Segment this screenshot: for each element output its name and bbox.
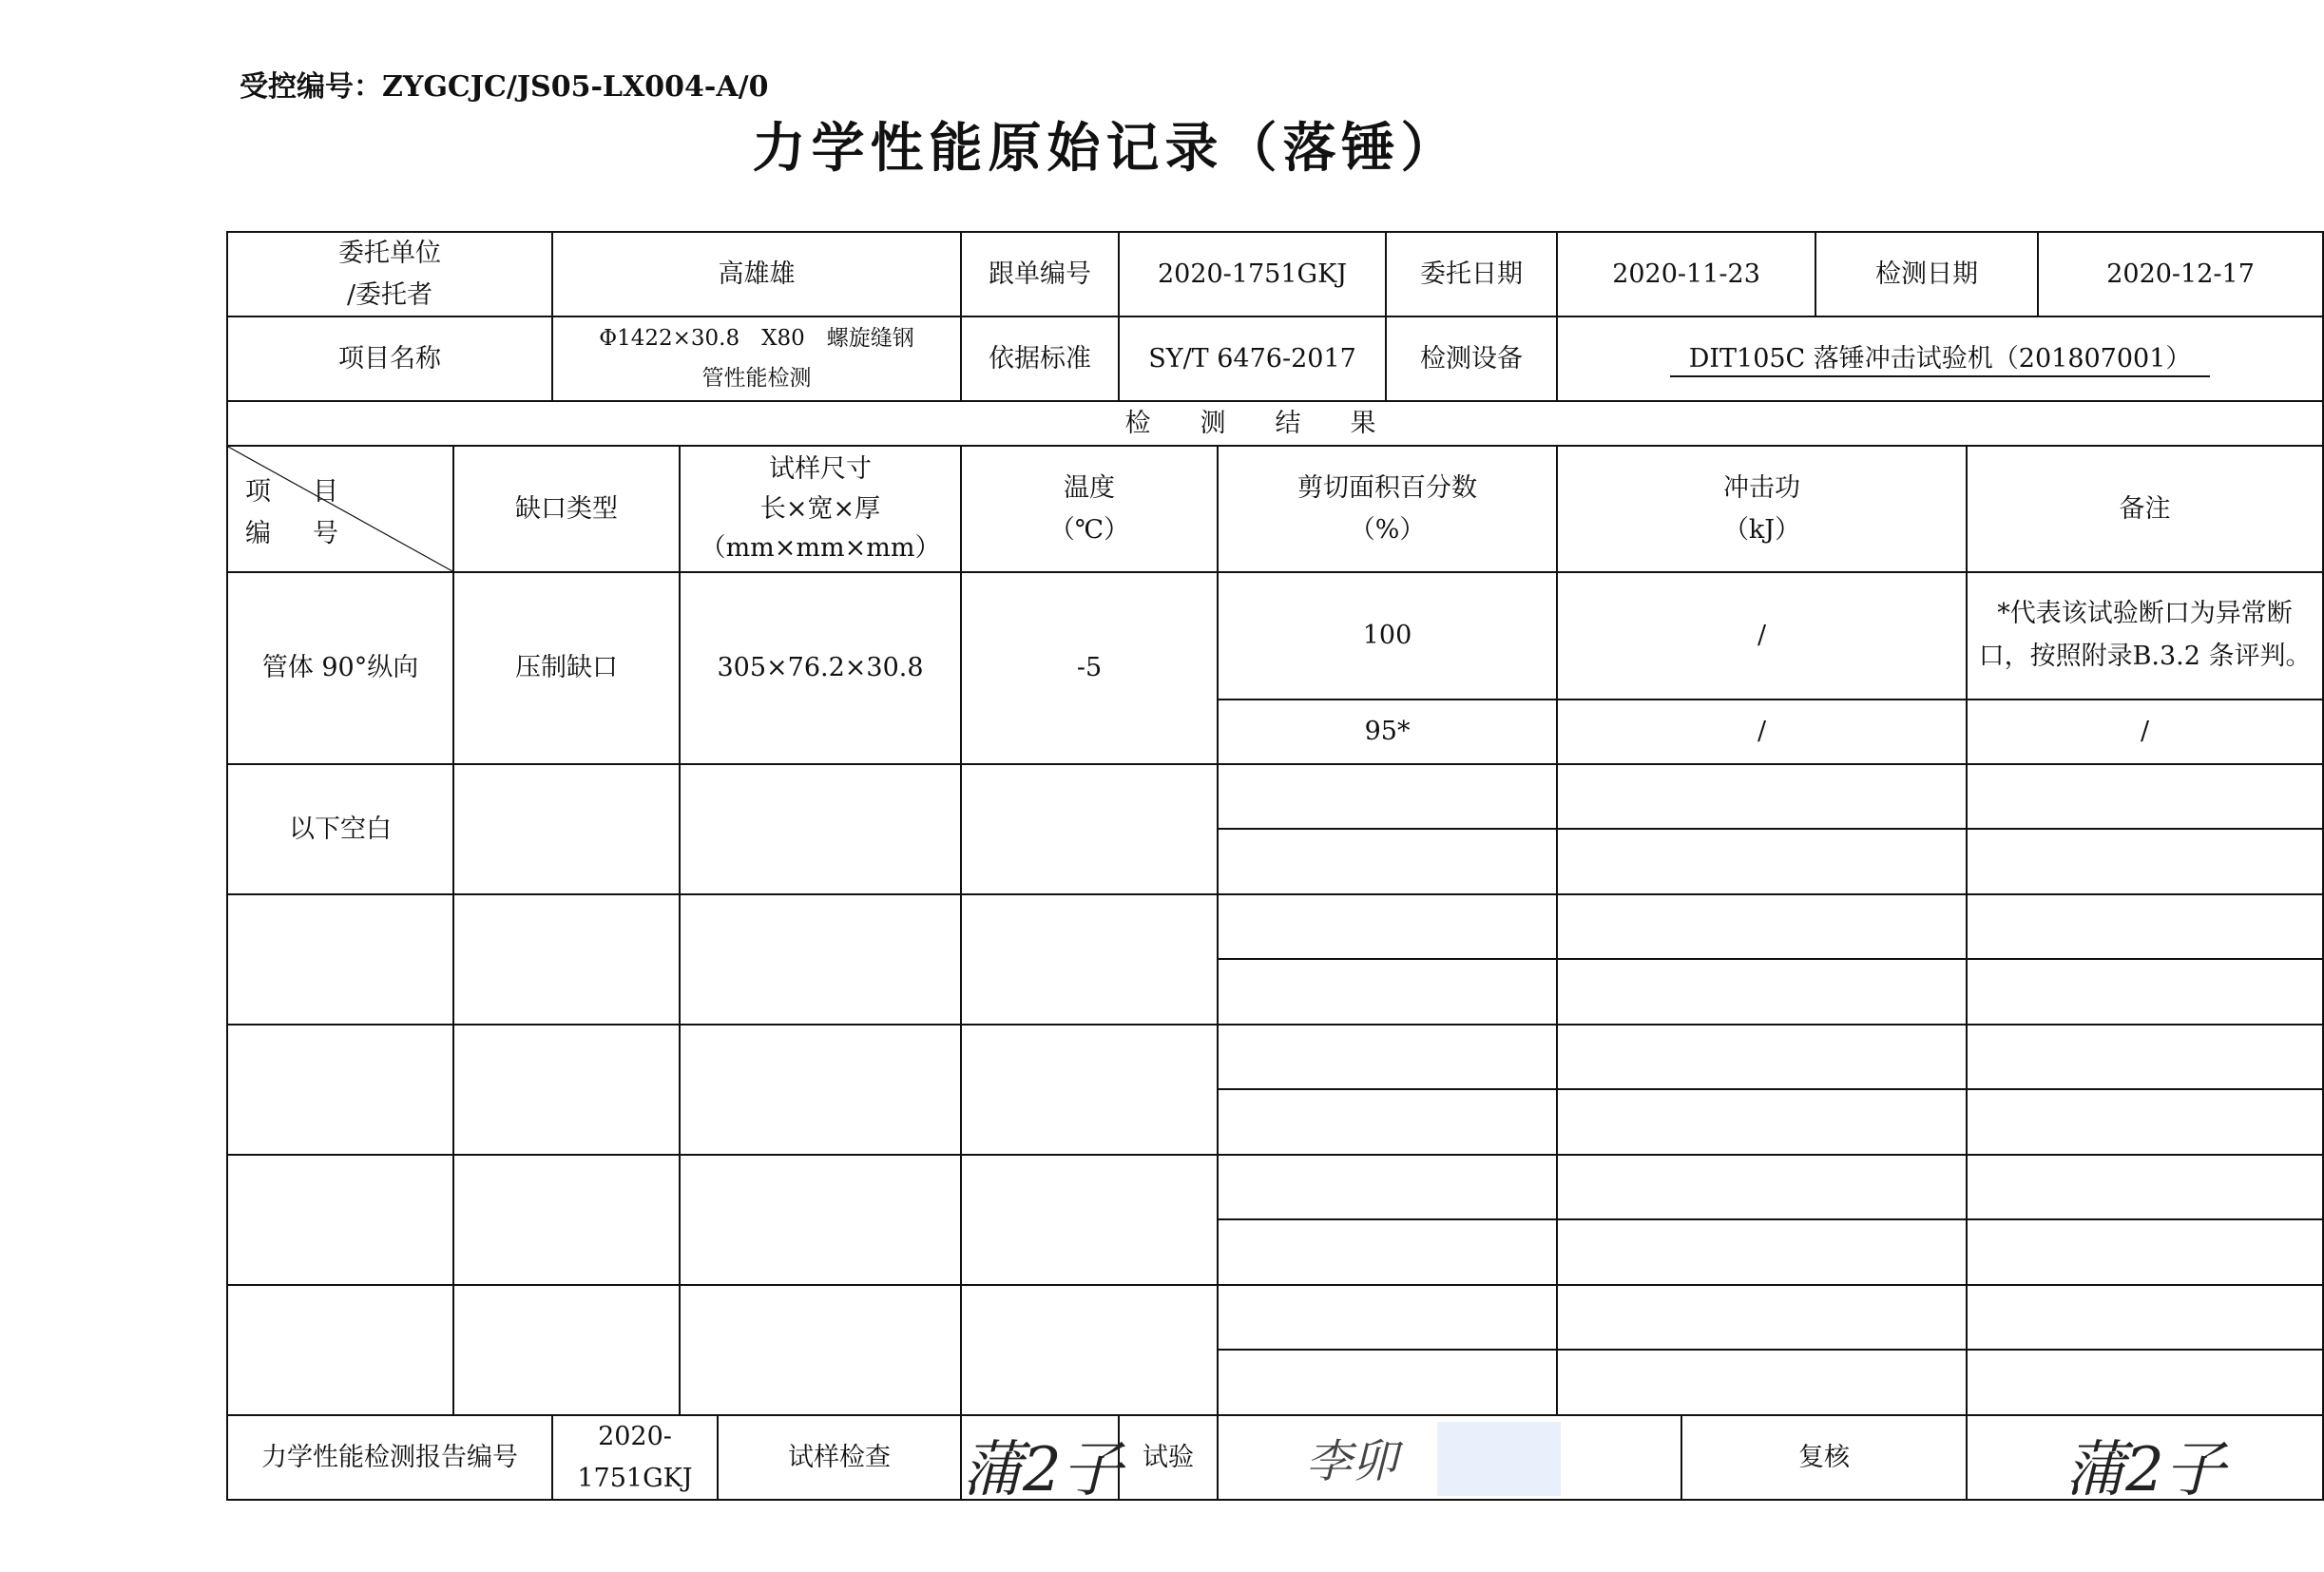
empty-cell — [1967, 764, 2323, 829]
empty-cell — [680, 764, 961, 894]
empty-cell — [453, 764, 680, 894]
equipment-label: 检测设备 — [1386, 316, 1557, 401]
empty-cell — [453, 1285, 680, 1415]
header-row-2 — [227, 316, 2323, 401]
standard-label: 依据标准 — [961, 316, 1119, 401]
empty-cell — [1967, 1025, 2323, 1089]
remark-cell: / — [1967, 700, 2323, 764]
impact-energy-cell: / — [1557, 572, 1967, 700]
table-row — [227, 894, 2323, 959]
report-no-label: 力学性能检测报告编号 — [227, 1415, 552, 1500]
empty-cell — [453, 1155, 680, 1285]
empty-cell — [1218, 829, 1557, 894]
document-title: 力学性能原始记录（落锤） — [752, 117, 1460, 180]
review-label: 复核 — [1681, 1415, 1967, 1500]
entrust-date-value: 2020-11-23 — [1557, 232, 1815, 316]
signature-row — [227, 1415, 2323, 1500]
results-title: 检测结果 — [227, 401, 2323, 446]
shear-area-header: 剪切面积百分数 （%） — [1218, 446, 1557, 572]
track-no-label: 跟单编号 — [961, 232, 1119, 316]
empty-cell — [227, 1025, 453, 1155]
empty-cell — [680, 1025, 961, 1155]
table-row — [227, 1155, 2323, 1219]
remark-header: 备注 — [1967, 446, 2323, 572]
empty-cell — [1967, 959, 2323, 1025]
diagonal-header-number: 编号 — [245, 519, 380, 548]
test-label: 试验 — [1119, 1415, 1218, 1500]
client-value: 高雄雄 — [552, 232, 961, 316]
sample-size-header: 试样尺寸 长×宽×厚 （mm×mm×mm） — [680, 446, 961, 572]
review-handwriting: 蒲2子 — [2065, 1435, 2225, 1505]
record-table — [226, 231, 2324, 1505]
table-row — [227, 1025, 2323, 1089]
empty-cell — [1218, 1089, 1557, 1155]
equipment-value: DIT105C 落锤冲击试验机（201807001） — [1670, 344, 2211, 377]
empty-cell — [1967, 1350, 2323, 1415]
test-handwriting: 李卯 — [1306, 1435, 1398, 1488]
empty-cell — [961, 894, 1218, 1025]
review-signature — [1967, 1415, 2323, 1505]
empty-cell — [1967, 1219, 2323, 1285]
empty-cell — [227, 1155, 453, 1285]
empty-cell — [1557, 1219, 1967, 1285]
empty-cell — [961, 1155, 1218, 1285]
empty-cell — [1967, 1285, 2323, 1350]
impact-energy-header: 冲击功 （kJ） — [1557, 446, 1967, 572]
results-title-row — [227, 401, 2323, 446]
project-value: Φ1422×30.8 X80 螺旋缝钢 管性能检测 — [552, 316, 961, 401]
client-label: 委托单位 /委托者 — [227, 232, 552, 316]
test-signature — [1218, 1415, 1681, 1500]
notch-type-cell: 压制缺口 — [453, 572, 680, 764]
blank-note-cell: 以下空白 — [227, 764, 453, 894]
empty-cell — [680, 1155, 961, 1285]
control-number: 受控编号：ZYGCJC/JS05-LX004-A/0 — [240, 70, 769, 104]
empty-cell — [1557, 1155, 1967, 1219]
diagonal-header-cell — [227, 446, 453, 572]
empty-cell — [1557, 894, 1967, 959]
sample-check-signature — [961, 1415, 1123, 1505]
empty-cell — [1557, 1285, 1967, 1350]
temperature-header: 温度 （℃） — [961, 446, 1218, 572]
table-row — [227, 1285, 2323, 1350]
empty-cell — [1218, 1025, 1557, 1089]
empty-cell — [1557, 1025, 1967, 1089]
empty-cell — [1967, 1155, 2323, 1219]
empty-cell — [961, 764, 1218, 894]
empty-cell — [1557, 829, 1967, 894]
empty-cell — [1218, 764, 1557, 829]
empty-cell — [453, 1025, 680, 1155]
shear-area-cell: 100 — [1218, 572, 1557, 700]
sample-check-label: 试样检查 — [718, 1415, 961, 1500]
item-cell: 管体 90°纵向 — [227, 572, 453, 764]
empty-cell — [680, 894, 961, 1025]
table-row — [227, 572, 2323, 700]
track-no-value: 2020-1751GKJ — [1119, 232, 1386, 316]
test-date-value: 2020-12-17 — [2038, 232, 2323, 316]
impact-energy-cell: / — [1557, 700, 1967, 764]
notch-type-header: 缺口类型 — [453, 446, 680, 572]
standard-value: SY/T 6476-2017 — [1119, 316, 1386, 401]
empty-cell — [961, 1285, 1218, 1415]
empty-cell — [1557, 1089, 1967, 1155]
project-label: 项目名称 — [227, 316, 552, 401]
empty-cell — [1218, 1155, 1557, 1219]
empty-cell — [227, 894, 453, 1025]
shear-area-cell: 95* — [1218, 700, 1557, 764]
empty-cell — [227, 1285, 453, 1415]
remark-cell: *代表该试验断口为异常断口，按照附录B.3.2 条评判。 — [1967, 572, 2323, 700]
temperature-cell: -5 — [961, 572, 1218, 764]
equipment-cell — [1557, 316, 2323, 401]
empty-cell — [1557, 959, 1967, 1025]
table-row — [227, 764, 2323, 829]
empty-cell — [453, 894, 680, 1025]
empty-cell — [1218, 959, 1557, 1025]
empty-cell — [1218, 894, 1557, 959]
entrust-date-label: 委托日期 — [1386, 232, 1557, 316]
empty-cell — [1967, 894, 2323, 959]
empty-cell — [1218, 1219, 1557, 1285]
report-no-value: 2020-1751GKJ — [552, 1415, 718, 1500]
empty-cell — [1967, 1089, 2323, 1155]
test-date-label: 检测日期 — [1815, 232, 2038, 316]
empty-cell — [1967, 829, 2323, 894]
column-header-row — [227, 446, 2323, 572]
empty-cell — [1218, 1350, 1557, 1415]
empty-cell — [1218, 1285, 1557, 1350]
empty-cell — [680, 1285, 961, 1415]
header-row-1 — [227, 232, 2323, 316]
redaction-box — [1437, 1422, 1561, 1496]
empty-cell — [961, 1025, 1218, 1155]
sample-check-handwriting: 蒲2子 — [962, 1435, 1123, 1505]
diagonal-header-item: 项目 — [245, 477, 380, 507]
sample-size-cell: 305×76.2×30.8 — [680, 572, 961, 764]
empty-cell — [1557, 1350, 1967, 1415]
empty-cell — [1557, 764, 1967, 829]
